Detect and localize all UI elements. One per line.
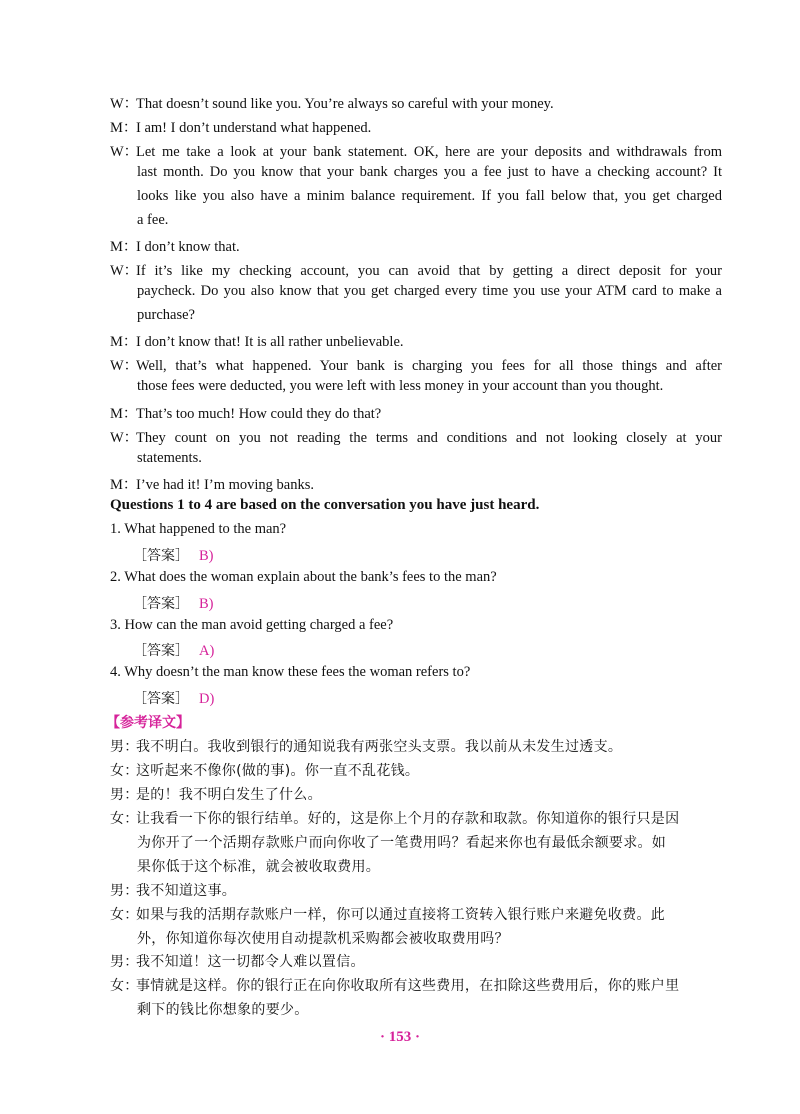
answer-row xyxy=(133,593,745,613)
question-item: 1. What happened to the man? xyxy=(110,521,287,537)
dialogue-line: M：I don’t know that! It is all rather unbelievable. xyxy=(110,334,404,350)
dialogue-line: M：That’s too much! How could they do that? xyxy=(110,406,382,422)
dialogue-line: W：Well, that’s what happened. Your bank is charging you fees for all those things and after xyxy=(110,358,722,374)
translation-line: 男：我不明白。我收到银行的通知说我有两张空头支票。我以前从未发生过透支。 xyxy=(110,739,623,755)
dialogue-line: W：They count on you not reading the terms and conditions and not looking closely at your xyxy=(110,430,722,446)
dialogue-line: M：I’ve had it! I’m moving banks. xyxy=(110,477,314,493)
translation-line: 男：是的！我不明白发生了什么。 xyxy=(110,787,322,803)
dialogue-continuation: looks like you also have a minim balance requirement. If you fall below that, you get charged xyxy=(137,188,722,204)
answer-label: ［答案］ xyxy=(133,643,189,659)
dialogue-line: W：Let me take a look at your bank statement. OK, here are your deposits and withdrawals from xyxy=(110,144,722,160)
answer-row xyxy=(133,545,745,565)
reference-heading: 【参考译文】 xyxy=(106,715,190,731)
dialogue-line: M：I am! I don’t understand what happened. xyxy=(110,120,372,136)
translation-line: 男：我不知道！这一切都令人难以置信。 xyxy=(110,954,365,970)
answer-label: ［答案］ xyxy=(133,596,189,612)
question-item: 4. Why doesn’t the man know these fees the woman refers to? xyxy=(110,664,471,680)
questions-heading: Questions 1 to 4 are based on the conversation you have just heard. xyxy=(110,497,540,513)
dialogue-line: M：I don’t know that. xyxy=(110,239,240,255)
question-item: 3. How can the man avoid getting charged a fee? xyxy=(110,617,394,633)
answer-value: B) xyxy=(199,596,214,612)
dialogue-continuation: purchase? xyxy=(137,307,195,323)
translation-line: 女：如果与我的活期存款账户一样，你可以通过直接将工资转入银行账户来避免收费。此 xyxy=(110,907,666,923)
dialogue-continuation: paycheck. Do you also know that you get charged every time you use your ATM card to make a xyxy=(137,283,722,299)
answer-value: D) xyxy=(199,691,215,707)
answer-label: ［答案］ xyxy=(133,548,189,564)
dialogue-line: W：That doesn’t sound like you. You’re always so careful with your money. xyxy=(110,96,554,112)
dialogue-continuation: last month. Do you know that your bank charges you a fee just to have a checking account? It xyxy=(137,164,722,180)
page-number: · 153 · xyxy=(379,1029,420,1045)
question-item: 2. What does the woman explain about the bank’s fees to the man? xyxy=(110,569,497,585)
translation-line: 女：事情就是这样。你的银行正在向你收取所有这些费用，在扣除这些费用后，你的账户里 xyxy=(110,978,680,994)
translation-continuation: 为你开了一个活期存款账户而向你收了一笔费用吗？看起来你也有最低余额要求。如 xyxy=(137,835,667,851)
translation-continuation: 外，你知道你每次使用自动提款机采购都会被收取费用吗？ xyxy=(137,931,509,947)
answer-value: A) xyxy=(199,643,215,659)
translation-continuation: 剩下的钱比你想象的要少。 xyxy=(137,1002,309,1018)
dialogue-continuation: those fees were deducted, you were left with less money in your account than you thought. xyxy=(137,378,664,394)
dialogue-continuation: statements. xyxy=(137,450,202,466)
translation-line: 女：让我看一下你的银行结单。好的，这是你上个月的存款和取款。你知道你的银行只是因 xyxy=(110,811,680,827)
answer-label: ［答案］ xyxy=(133,691,189,707)
answer-row xyxy=(133,688,745,708)
translation-line: 男：我不知道这事。 xyxy=(110,883,237,899)
translation-continuation: 果你低于这个标准，就会被收取费用。 xyxy=(137,859,381,875)
answer-value: B) xyxy=(199,548,214,564)
translation-line: 女：这听起来不像你(做的事)。你一直不乱花钱。 xyxy=(110,763,420,779)
dialogue-line: W：If it’s like my checking account, you can avoid that by getting a direct deposit for your xyxy=(110,263,722,279)
answer-row xyxy=(133,640,745,660)
dialogue-continuation: a fee. xyxy=(137,212,169,228)
